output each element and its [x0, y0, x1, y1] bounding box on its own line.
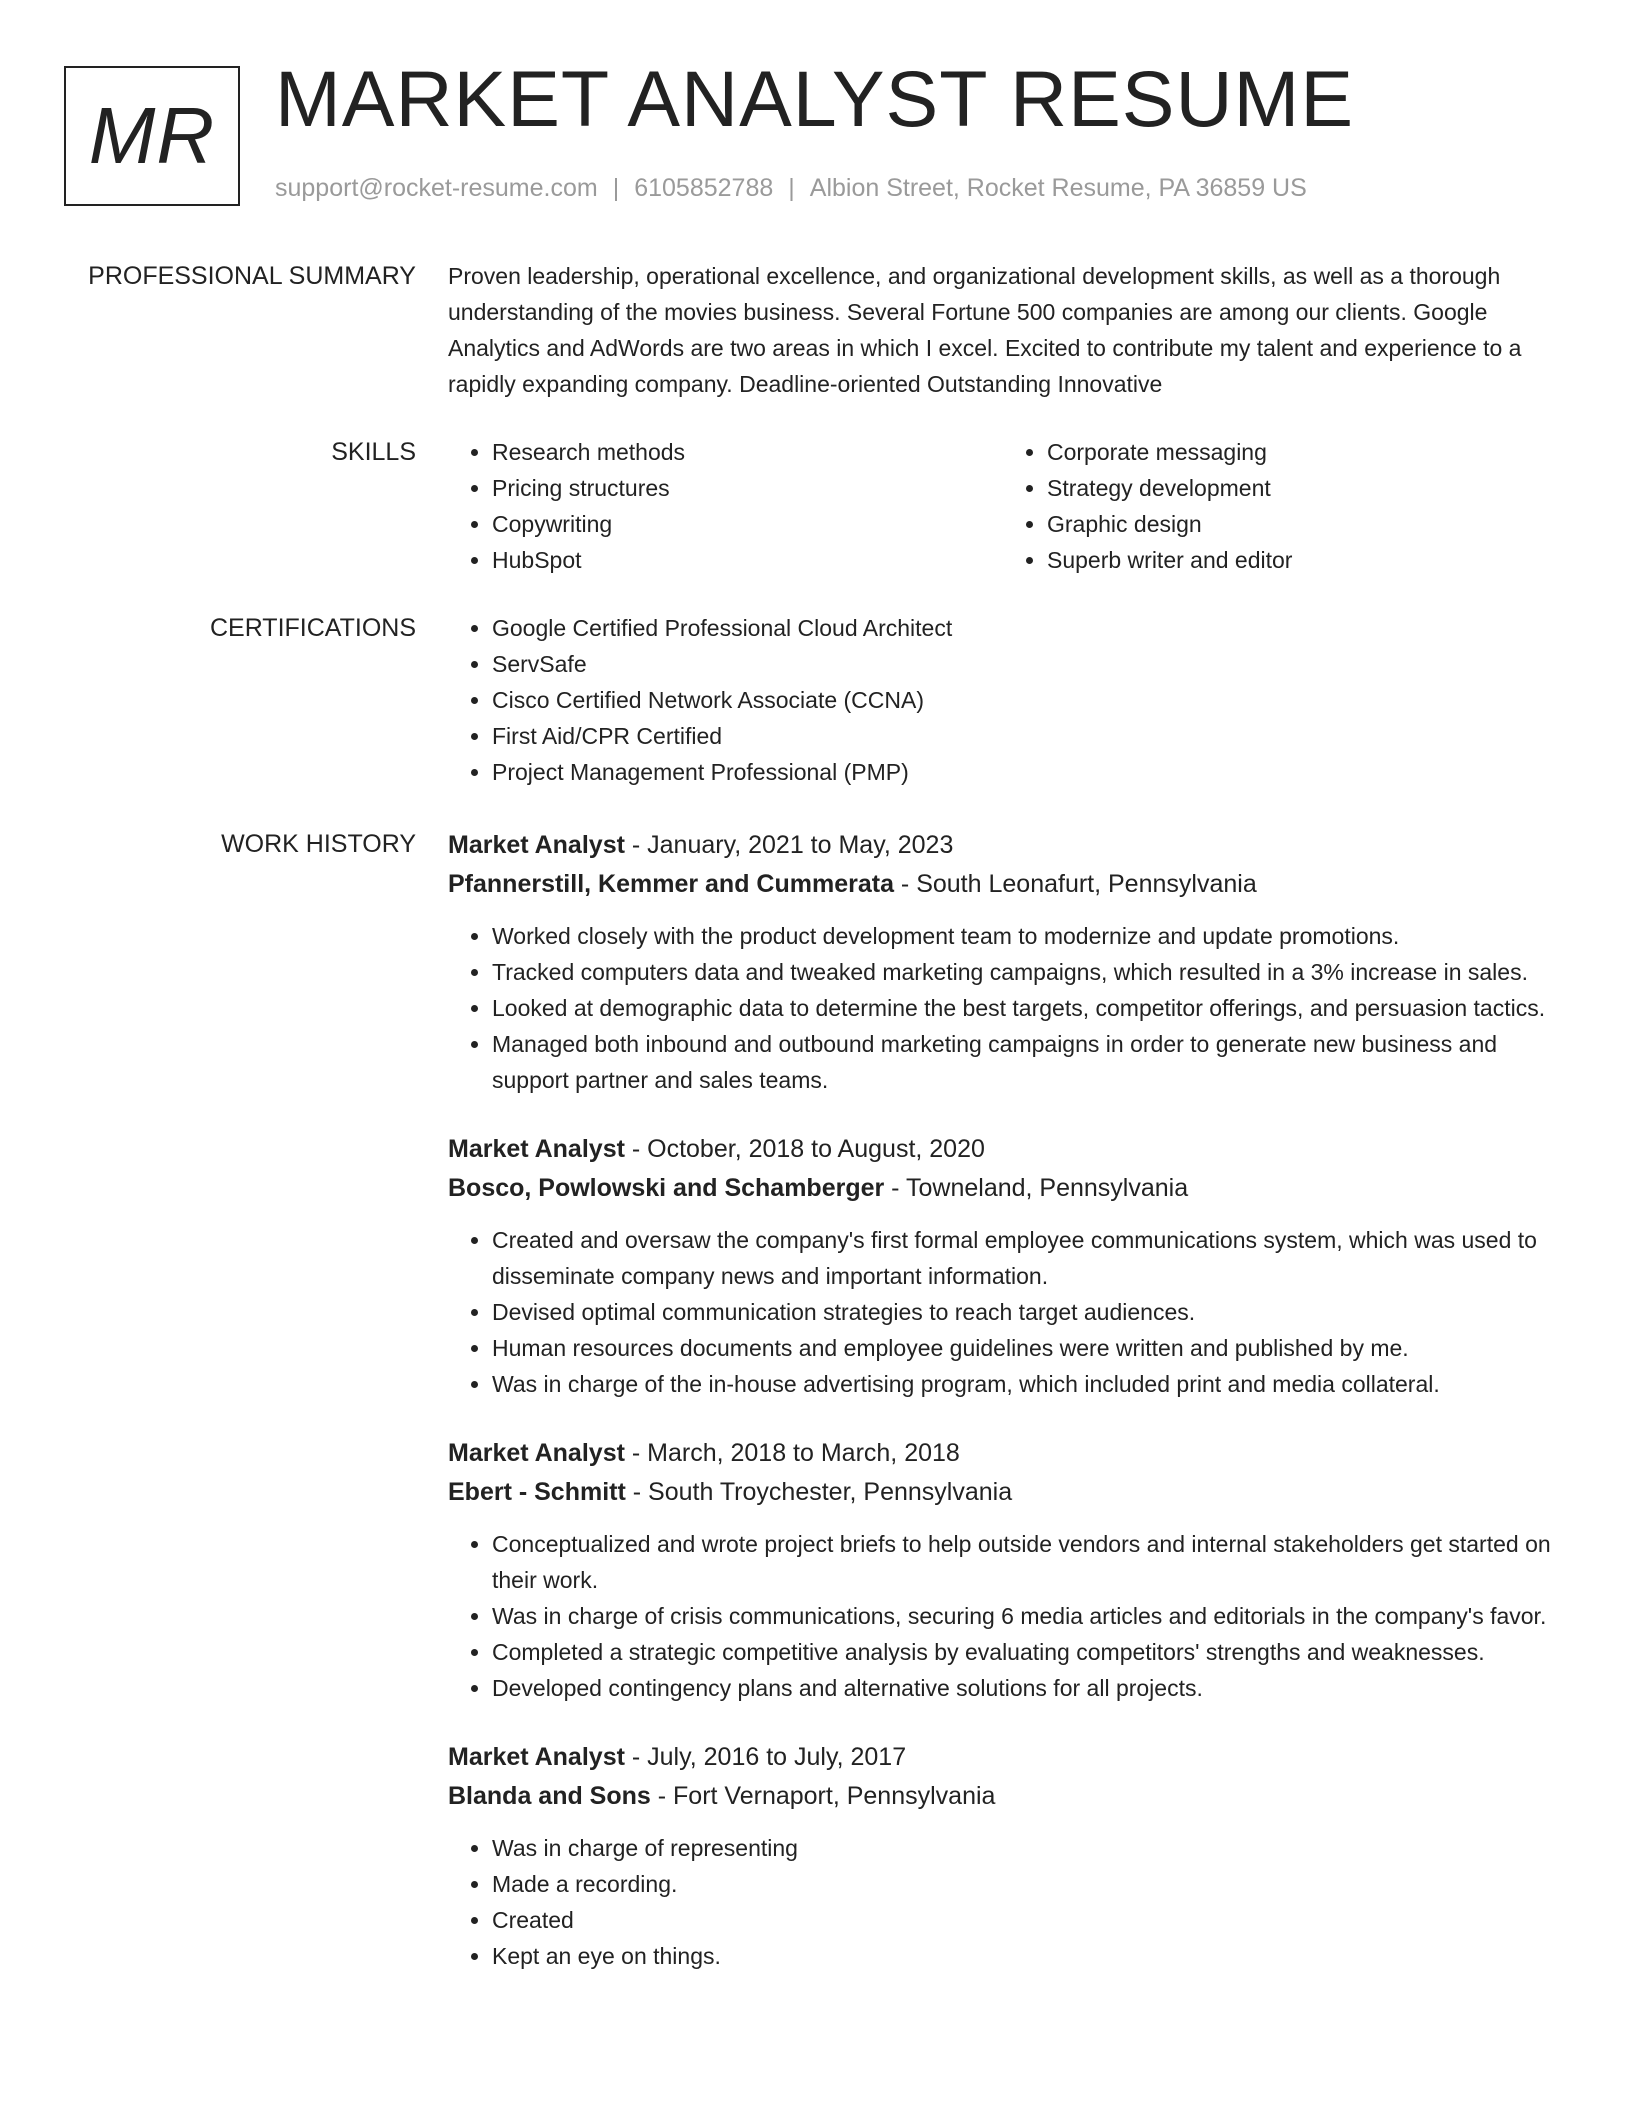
- job-bullet: • Looked at demographic data to determine the best targets, competitor offerings, and persuasion tactics.: [492, 990, 1558, 1026]
- job-company: Bosco, Powlowski and Schamberger: [448, 1174, 885, 1202]
- job-bullet: • Tracked computers data and tweaked marketing campaigns, which resulted in a 3% increase in sales.: [492, 954, 1558, 990]
- job-title-line: [448, 1130, 1558, 1169]
- job-title: Market Analyst: [448, 1743, 625, 1771]
- job-company: Ebert - Schmitt: [448, 1478, 626, 1506]
- job-bullet: • Human resources documents and employee guidelines were written and published by me.: [492, 1330, 1558, 1366]
- job-bullet: • Devised optimal communication strategies to reach target audiences.: [492, 1294, 1558, 1330]
- job-bullet: • Worked closely with the product development team to modernize and update promotions.: [492, 918, 1558, 954]
- job-location: - South Leonafurt, Pennsylvania: [893, 870, 1257, 898]
- certification-item: • Project Management Professional (PMP): [492, 754, 1558, 790]
- job-bullet: • Was in charge of the in-house advertising program, which included print and media collateral.: [492, 1366, 1558, 1402]
- skill-item: • Strategy development: [1047, 470, 1558, 506]
- job-bullet: • Managed both inbound and outbound marketing campaigns in order to generate new business and support partner and sales teams.: [492, 1026, 1558, 1098]
- job-dates: - October, 2018 to August, 2020: [624, 1135, 985, 1163]
- job-location: - South Troychester, Pennsylvania: [625, 1478, 1013, 1506]
- work-history-label: WORK HISTORY: [221, 830, 416, 858]
- skills-label: SKILLS: [331, 438, 416, 466]
- certification-item: • Cisco Certified Network Associate (CCNA): [492, 682, 1558, 718]
- monogram-initials: MR: [88, 91, 216, 180]
- skill-item: • Copywriting: [492, 506, 1003, 542]
- job-company: Pfannerstill, Kemmer and Cummerata: [448, 870, 894, 898]
- summary-body: [448, 258, 1558, 402]
- job-company: Blanda and Sons: [448, 1782, 651, 1810]
- job-bullets: [448, 918, 1558, 1098]
- job-entry: [448, 1738, 1558, 1974]
- job-title: Market Analyst: [448, 1439, 625, 1467]
- skills-list-right: [1003, 434, 1558, 578]
- job-bullet: • Conceptualized and wrote project briefs to help outside vendors and internal stakeholders get started on their work.: [492, 1526, 1558, 1598]
- contact-line: [275, 174, 1307, 203]
- job-location: - Towneland, Pennsylvania: [884, 1174, 1189, 1202]
- work-history-body: [448, 826, 1558, 1974]
- contact-address: Albion Street, Rocket Resume, PA 36859 US: [809, 174, 1307, 202]
- contact-separator: |: [612, 174, 620, 202]
- job-company-line: [448, 1473, 1558, 1512]
- job-dates: - March, 2018 to March, 2018: [624, 1439, 960, 1467]
- contact-phone: 6105852788: [634, 174, 774, 202]
- summary-text: Proven leadership, operational excellence, and organizational development skills, as well as a thorough understanding of the movies business. Several Fortune 500 companies are among our clients. Google Analytics and AdWords are two areas in which I excel. Excited to contribute my talent and experience to a rapidly expanding company. Deadline-oriented Outstanding Innovative: [448, 263, 1522, 397]
- monogram-box: [64, 66, 240, 206]
- skills-grid: [448, 434, 1558, 578]
- skill-item: • Graphic design: [1047, 506, 1558, 542]
- job-bullet: • Developed contingency plans and alternative solutions for all projects.: [492, 1670, 1558, 1706]
- job-entry: [448, 1434, 1558, 1706]
- job-company-line: [448, 865, 1558, 904]
- job-title-line: [448, 1738, 1558, 1777]
- skills-list-left: [448, 434, 1003, 578]
- job-bullet: • Created and oversaw the company's first formal employee communications system, which was used to disseminate company news and important information.: [492, 1222, 1558, 1294]
- job-bullet: • Completed a strategic competitive analysis by evaluating competitors' strengths and weaknesses.: [492, 1634, 1558, 1670]
- certification-item: • Google Certified Professional Cloud Architect: [492, 610, 1558, 646]
- resume-title: MARKET ANALYST RESUME: [275, 54, 1355, 143]
- job-bullet: • Created: [492, 1902, 1558, 1938]
- contact-email: support@rocket-resume.com: [275, 174, 598, 202]
- job-bullet: • Was in charge of crisis communications, securing 6 media articles and editorials in the company's favor.: [492, 1598, 1558, 1634]
- job-bullets: [448, 1222, 1558, 1402]
- job-company-line: [448, 1777, 1558, 1816]
- job-bullet: • Kept an eye on things.: [492, 1938, 1558, 1974]
- job-location: - Fort Vernaport, Pennsylvania: [650, 1782, 996, 1810]
- job-dates: - January, 2021 to May, 2023: [624, 831, 954, 859]
- certification-item: • First Aid/CPR Certified: [492, 718, 1558, 754]
- contact-separator: |: [788, 174, 795, 202]
- skill-item: • Research methods: [492, 434, 1003, 470]
- job-bullet: • Made a recording.: [492, 1866, 1558, 1902]
- skill-item: • Pricing structures: [492, 470, 1003, 506]
- job-title: Market Analyst: [448, 1135, 625, 1163]
- job-title-line: [448, 1434, 1558, 1473]
- job-bullet: • Was in charge of representing: [492, 1830, 1558, 1866]
- skill-item: • HubSpot: [492, 542, 1003, 578]
- job-bullets: [448, 1526, 1558, 1706]
- certification-item: • ServSafe: [492, 646, 1558, 682]
- job-entry: [448, 826, 1558, 1098]
- job-company-line: [448, 1169, 1558, 1208]
- job-entry: [448, 1130, 1558, 1402]
- job-title: Market Analyst: [448, 831, 625, 859]
- job-bullets: [448, 1830, 1558, 1974]
- summary-label: PROFESSIONAL SUMMARY: [88, 262, 416, 290]
- certifications-label: CERTIFICATIONS: [209, 614, 416, 642]
- job-title-line: [448, 826, 1558, 865]
- certifications-body: [448, 610, 1558, 790]
- skill-item: • Corporate messaging: [1047, 434, 1558, 470]
- certifications-list: [448, 610, 1558, 790]
- skill-item: • Superb writer and editor: [1047, 542, 1558, 578]
- job-dates: - July, 2016 to July, 2017: [624, 1743, 907, 1771]
- skills-body: [448, 434, 1558, 578]
